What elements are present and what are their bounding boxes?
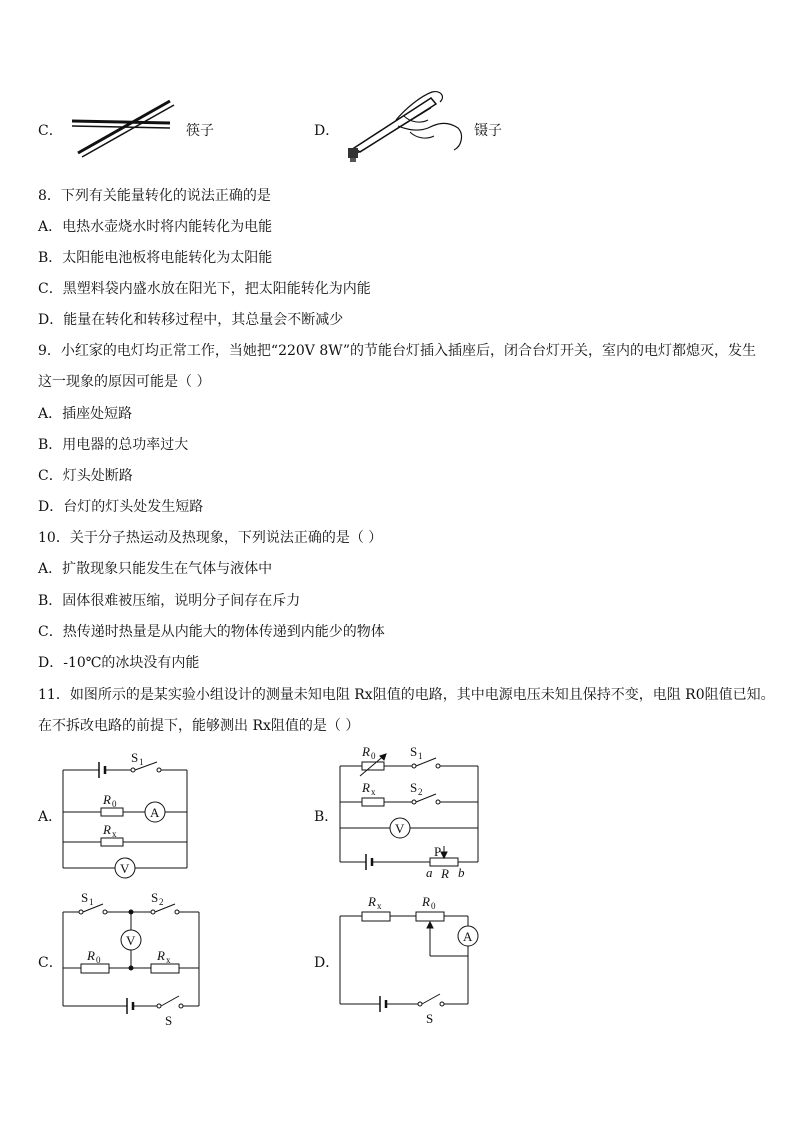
q10-option-b: B．固体很难被压缩，说明分子间存在斥力 <box>38 593 301 609</box>
q9-stem-line2: 这一现象的原因可能是（ ） <box>38 374 211 390</box>
q7-option-c-letter: C． <box>38 123 63 139</box>
q11-option-b-letter: B． <box>314 809 339 825</box>
svg-text:0: 0 <box>371 751 376 761</box>
q8-option-b: B．太阳能电池板将电能转化为太阳能 <box>38 250 273 266</box>
svg-text:x: x <box>371 787 376 797</box>
circuit-a-diagram <box>55 748 195 888</box>
svg-text:R: R <box>157 948 165 963</box>
svg-text:R: R <box>87 948 95 963</box>
chopsticks-illustration <box>70 95 180 160</box>
svg-text:R: R <box>368 894 376 909</box>
svg-text:P: P <box>434 844 442 859</box>
svg-text:x: x <box>112 829 117 839</box>
svg-text:S: S <box>151 890 159 905</box>
q10-option-d: D．-10℃的冰块没有内能 <box>38 655 200 671</box>
svg-text:V: V <box>395 821 405 836</box>
svg-text:0: 0 <box>96 955 101 965</box>
svg-text:2: 2 <box>418 787 423 797</box>
svg-text:1: 1 <box>418 751 423 761</box>
svg-text:A: A <box>463 929 473 944</box>
tweezers-hand-illustration <box>336 88 466 173</box>
svg-text:a: a <box>426 865 433 880</box>
svg-text:S: S <box>165 1013 173 1028</box>
q11-option-d-letter: D． <box>314 955 340 971</box>
q9-stem-line1: 9．小红家的电灯均正常工作，当她把“220V 8W”的节能台灯插入插座后，闭合台灯开关，室内的电灯都熄灭，发生 <box>38 343 757 359</box>
q11-option-c-letter: C． <box>38 955 63 971</box>
svg-text:b: b <box>458 865 465 880</box>
svg-text:S: S <box>410 780 418 795</box>
svg-text:R: R <box>362 780 370 795</box>
svg-text:S: S <box>131 750 139 765</box>
svg-text:x: x <box>166 955 171 965</box>
q11-option-a-letter: A． <box>38 809 63 825</box>
circuit-c-diagram <box>55 888 205 1028</box>
svg-text:V: V <box>126 933 136 948</box>
q10-option-a: A．扩散现象只能发生在气体与液体中 <box>38 561 273 577</box>
q9-option-b: B．用电器的总功率过大 <box>38 437 189 453</box>
svg-text:1: 1 <box>89 897 94 907</box>
circuit-d-diagram <box>332 890 482 1030</box>
svg-text:2: 2 <box>159 897 164 907</box>
q9-option-a: A．插座处短路 <box>38 406 133 422</box>
q9-option-d: D．台灯的灯头处发生短路 <box>38 499 204 515</box>
svg-text:0: 0 <box>431 901 436 911</box>
q7-option-d-label: 镊子 <box>474 123 502 139</box>
q10-stem: 10．关于分子热运动及热现象，下列说法正确的是（ ） <box>38 530 383 546</box>
q8-option-a: A．电热水壶烧水时将内能转化为电能 <box>38 219 273 235</box>
svg-text:R: R <box>103 822 111 837</box>
q8-option-c: C．黑塑料袋内盛水放在阳光下，把太阳能转化为内能 <box>38 281 371 297</box>
svg-text:0: 0 <box>112 799 117 809</box>
q11-stem-line1: 11．如图所示的是某实验小组设计的测量未知电阻 Rx阻值的电路，其中电源电压未知且保持不变，电阻 R0阻值已知。 <box>38 687 775 703</box>
svg-text:R: R <box>103 792 111 807</box>
svg-text:A: A <box>150 805 160 820</box>
svg-text:V: V <box>120 861 130 876</box>
svg-text:R: R <box>441 866 449 881</box>
svg-text:S: S <box>410 744 418 759</box>
q8-stem: 8．下列有关能量转化的说法正确的是 <box>38 188 271 204</box>
circuit-b-diagram <box>332 740 482 880</box>
q8-option-d: D．能量在转化和转移过程中，其总量会不断减少 <box>38 312 344 328</box>
q11-stem-line2: 在不拆改电路的前提下，能够测出 Rx阻值的是（ ） <box>38 718 360 734</box>
svg-text:x: x <box>377 901 382 911</box>
q10-option-c: C．热传递时热量是从内能大的物体传递到内能少的物体 <box>38 624 385 640</box>
svg-text:S: S <box>81 890 89 905</box>
svg-text:S: S <box>426 1011 434 1026</box>
q7-option-d-letter: D． <box>314 123 340 139</box>
svg-text:R: R <box>422 894 430 909</box>
q9-option-c: C．灯头处断路 <box>38 468 133 484</box>
svg-text:R: R <box>362 744 370 759</box>
svg-text:1: 1 <box>139 757 144 767</box>
q7-option-c-label: 筷子 <box>186 123 214 139</box>
